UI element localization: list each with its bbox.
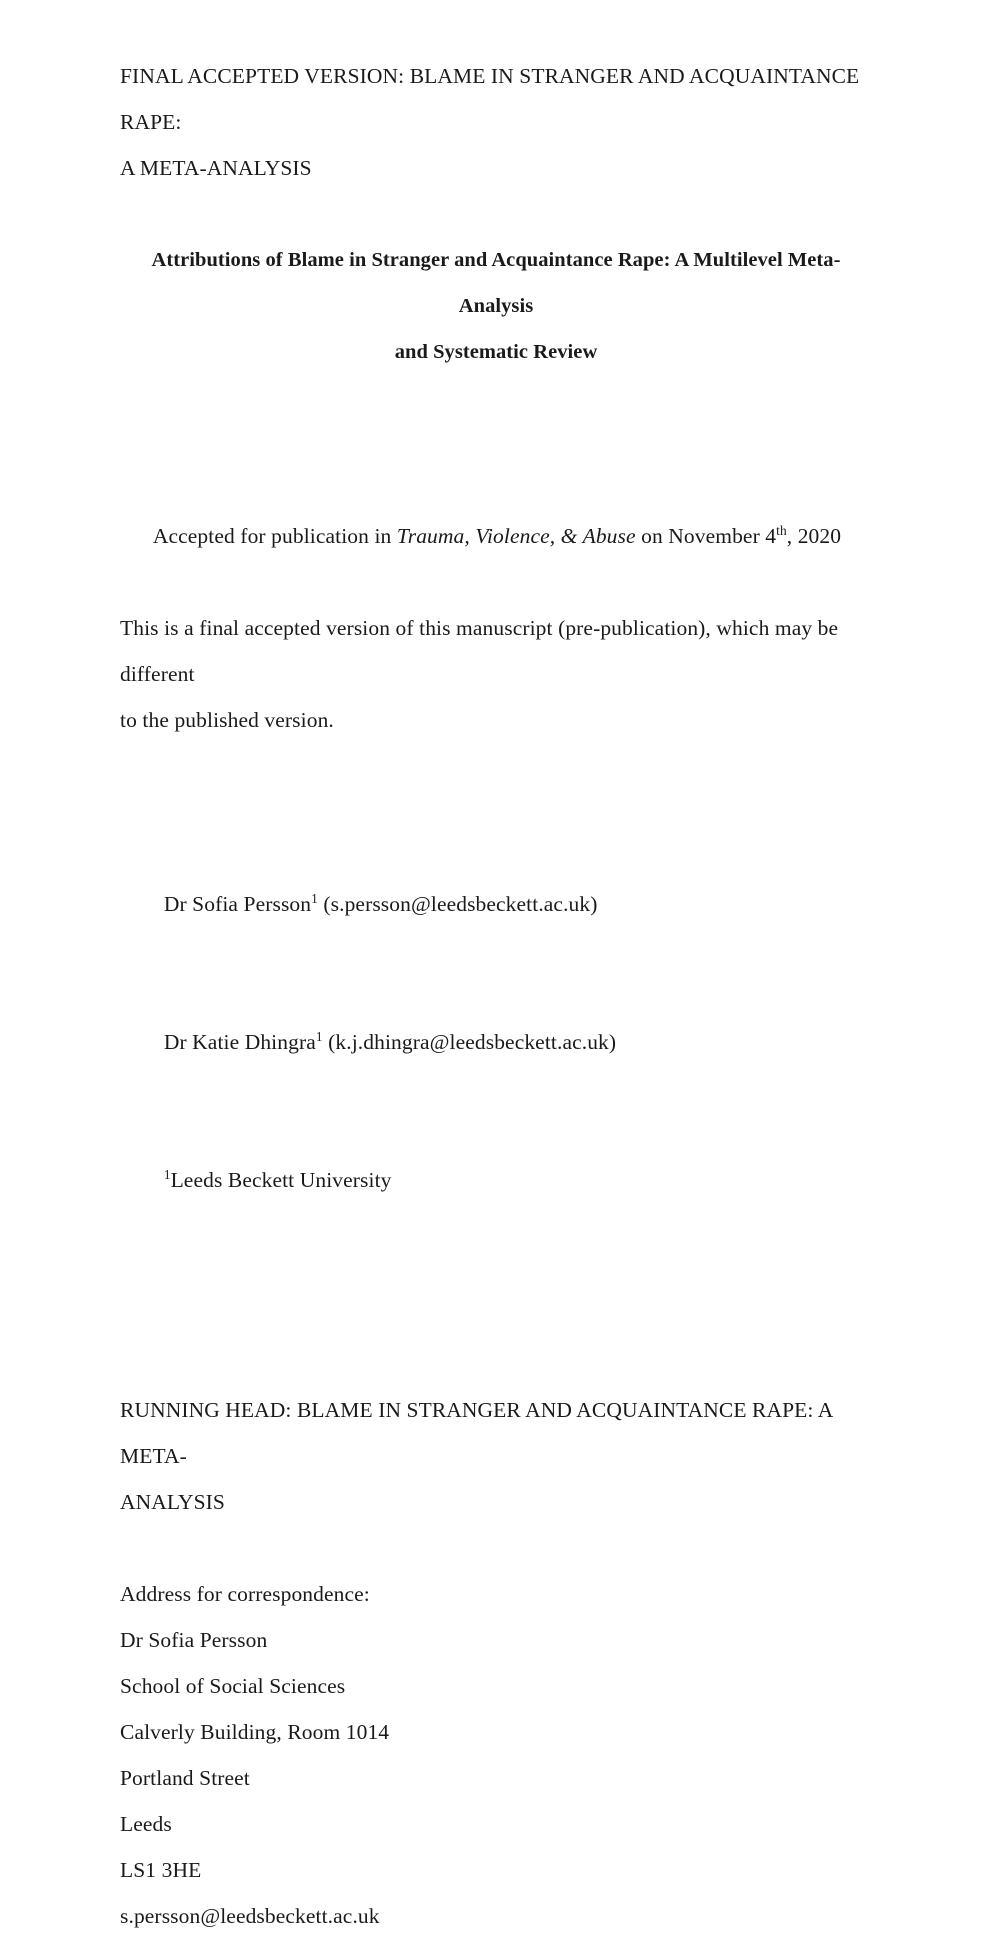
prepublication-note-line-1: This is a final accepted version of this manuscript (pre-publication), which may be different	[120, 616, 844, 686]
article-title-block	[120, 237, 872, 375]
publication-prefix: Accepted for publication in	[152, 524, 397, 548]
author-affiliation-marker: 1	[311, 890, 318, 906]
author-affiliation-marker: 1	[315, 1028, 323, 1044]
spacer-before-running-head	[120, 1249, 872, 1387]
running-head-line-1: RUNNING HEAD: BLAME IN STRANGER AND ACQUAINTANCE RAPE: A META-	[120, 1398, 838, 1468]
running-head-block	[120, 1387, 872, 1525]
running-head-line-2: ANALYSIS	[120, 1490, 225, 1514]
article-title-line-2: and Systematic Review	[394, 341, 598, 363]
author-email: (k.j.dhingra@leedsbeckett.ac.uk)	[322, 1030, 617, 1054]
correspondence-line: LS1 3HE	[120, 1858, 202, 1882]
publication-suffix: , 2020	[786, 524, 842, 548]
correspondence-line: Dr Sofia Persson	[120, 1628, 268, 1652]
ordinal-suffix: th	[776, 522, 787, 538]
spacer-before-authors	[120, 743, 872, 835]
author-name: Dr Sofia Persson	[163, 892, 312, 916]
correspondence-email: s.persson@leedsbeckett.ac.uk	[120, 1904, 380, 1928]
correspondence-heading: Address for correspondence:	[120, 1582, 370, 1606]
prepublication-note	[120, 605, 872, 743]
page-header-line-2: A META-ANALYSIS	[120, 156, 312, 180]
spacer-before-correspondence	[120, 1525, 872, 1571]
correspondence-line: Calverly Building, Room 1014	[120, 1720, 390, 1744]
affiliation-institution: Leeds Beckett University	[170, 1168, 392, 1192]
spacer-before-publication	[120, 375, 872, 467]
article-title-line-1: Attributions of Blame in Stranger and Acquaintance Rape: A Multilevel Meta-Analysis	[151, 249, 841, 317]
correspondence-line: School of Social Sciences	[120, 1674, 346, 1698]
page-header-block	[120, 53, 872, 191]
affiliation-marker: 1	[163, 1166, 171, 1182]
affiliation-entry	[120, 1111, 872, 1249]
correspondence-line: Leeds	[120, 1812, 172, 1836]
publication-middle: on November 4	[635, 524, 777, 548]
correspondence-line: Portland Street	[120, 1766, 250, 1790]
author-name: Dr Katie Dhingra	[163, 1030, 316, 1054]
journal-name: Trauma, Violence, & Abuse	[396, 524, 636, 548]
author-entry	[120, 973, 872, 1111]
prepublication-note-line-2: to the published version.	[120, 708, 334, 732]
publication-statement	[120, 467, 872, 605]
author-block	[120, 835, 872, 1249]
author-email: (s.persson@leedsbeckett.ac.uk)	[317, 892, 598, 916]
spacer-before-title	[120, 191, 872, 237]
correspondence-block	[120, 1571, 872, 1939]
author-entry	[120, 835, 872, 973]
page-header-line-1: FINAL ACCEPTED VERSION: BLAME IN STRANGER AND ACQUAINTANCE RAPE:	[120, 64, 865, 134]
text-column	[120, 0, 872, 1939]
